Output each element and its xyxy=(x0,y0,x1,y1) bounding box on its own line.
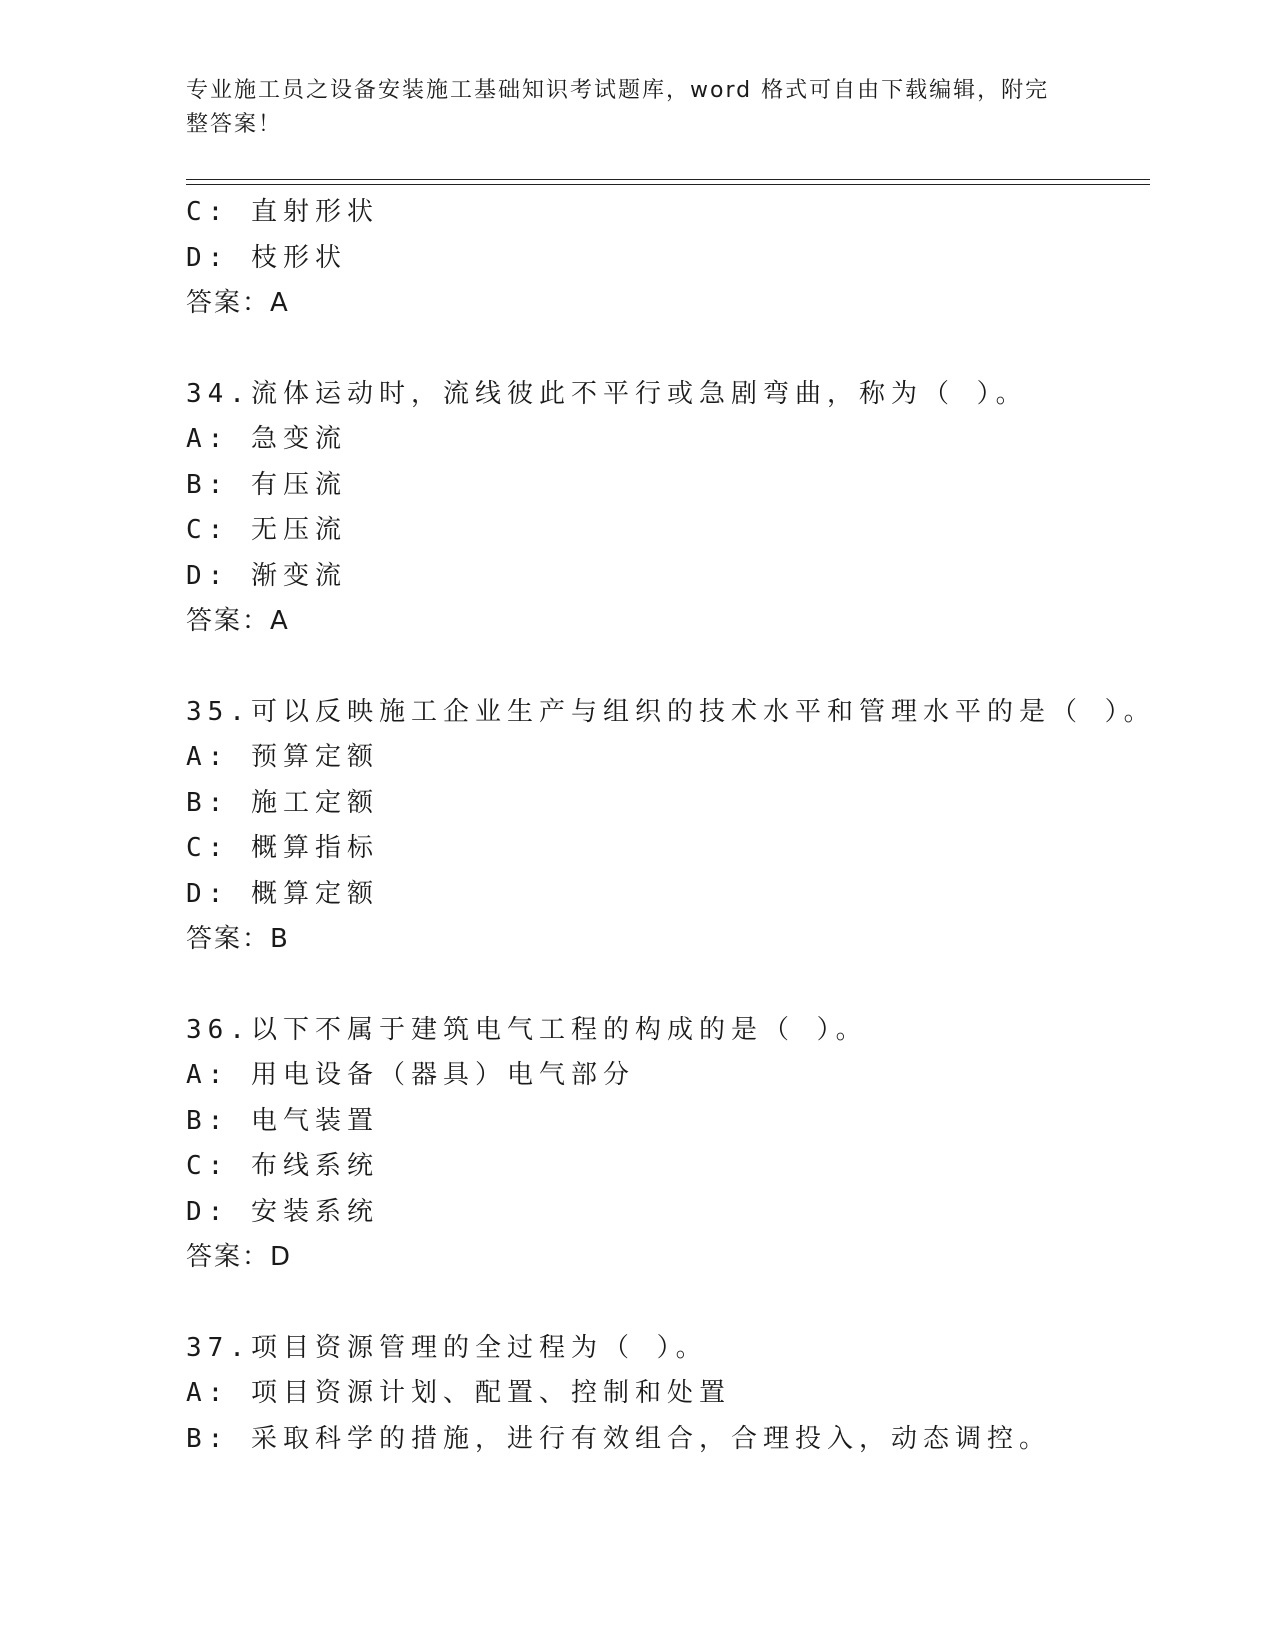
answer-line: 答案：B xyxy=(186,924,290,954)
option-b: B: 有压流 xyxy=(186,469,347,500)
header-line-1: 专业施工员之设备安装施工基础知识考试题库，word 格式可自由下载编辑，附完 xyxy=(186,78,1050,103)
option-d: D: 概算定额 xyxy=(186,878,379,909)
option-d: D: 安装系统 xyxy=(186,1196,379,1227)
option-d: D: 渐变流 xyxy=(186,560,347,591)
option-c: C: 无压流 xyxy=(186,515,347,545)
question-list xyxy=(186,190,1156,1462)
question-block-37 xyxy=(186,1326,1146,1463)
answer-line: 答案：A xyxy=(186,288,290,318)
question-stem: 37.项目资源管理的全过程为（ ）。 xyxy=(186,1332,708,1363)
option-a: A: 用电设备（器具）电气部分 xyxy=(186,1060,635,1090)
header-divider-bottom xyxy=(186,184,1150,185)
option-c: C: 概算指标 xyxy=(186,833,379,863)
document-header xyxy=(186,74,1066,142)
question-stem: 36.以下不属于建筑电气工程的构成的是（ ）。 xyxy=(186,1014,868,1045)
question-block-prev xyxy=(186,190,1146,327)
question-block-36 xyxy=(186,1008,1146,1281)
question-block-34 xyxy=(186,372,1146,645)
option-b: B: 施工定额 xyxy=(186,787,379,818)
answer-line: 答案：D xyxy=(186,1242,293,1272)
option-c: C: 直射形状 xyxy=(186,197,379,227)
option-d: D: 枝形状 xyxy=(186,242,347,273)
option-b: B: 采取科学的措施，进行有效组合，合理投入，动态调控。 xyxy=(186,1423,1051,1454)
option-a: A: 项目资源计划、配置、控制和处置 xyxy=(186,1378,731,1408)
header-line-2: 整答案！ xyxy=(186,112,283,137)
question-stem: 34.流体运动时，流线彼此不平行或急剧弯曲，称为（ ）。 xyxy=(186,378,1028,409)
question-block-35 xyxy=(186,690,1156,963)
option-b: B: 电气装置 xyxy=(186,1105,379,1136)
header-divider-top xyxy=(186,179,1150,180)
question-stem: 35.可以反映施工企业生产与组织的技术水平和管理水平的是（ ）。 xyxy=(186,696,1156,727)
option-a: A: 急变流 xyxy=(186,424,347,454)
option-a: A: 预算定额 xyxy=(186,742,379,772)
option-c: C: 布线系统 xyxy=(186,1151,379,1181)
answer-line: 答案：A xyxy=(186,606,290,636)
